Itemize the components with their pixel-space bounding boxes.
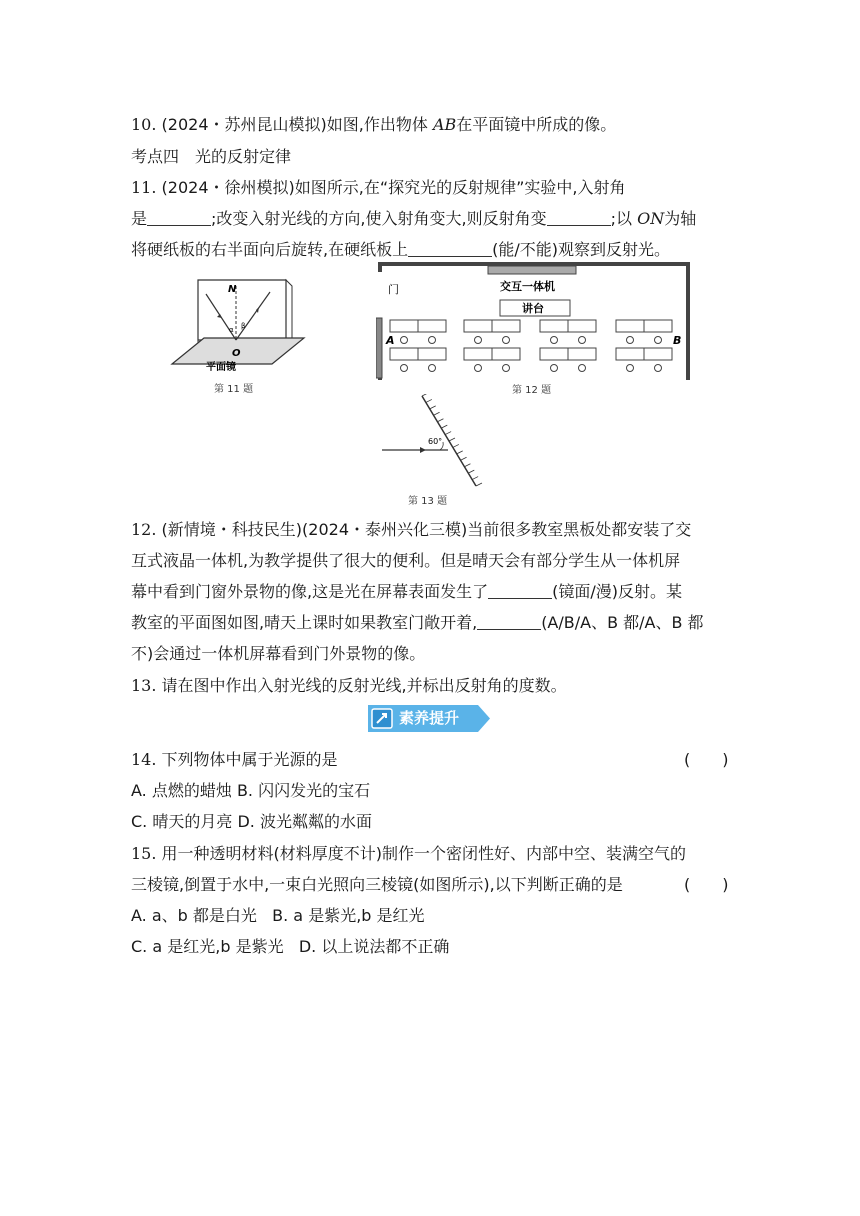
fig11-beta: β xyxy=(241,322,246,330)
fig11-alpha: α xyxy=(229,326,234,334)
q11-text-2b: ;改变入射光线的方向,使入射角变大,则反射角变 xyxy=(211,209,547,228)
q12-line-1 xyxy=(131,520,691,540)
desk xyxy=(492,348,520,360)
q12-blank-1[interactable] xyxy=(488,582,552,599)
desk xyxy=(616,320,644,332)
q14-options-row-2 xyxy=(131,812,372,832)
q15-answer-paren[interactable]: ( ) xyxy=(684,875,729,894)
q11-text-3a: 将硬纸板的右半面向后旋转,在硬纸板上 xyxy=(131,240,409,259)
fig12-podium: 讲台 xyxy=(522,302,544,315)
q14-option-b[interactable]: B. 闪闪发光的宝石 xyxy=(236,781,371,800)
desk xyxy=(418,348,446,360)
banner-title: 素养提升 xyxy=(399,709,460,727)
q12-line-4 xyxy=(131,613,704,633)
section-heading: 考点四 光的反射定律 xyxy=(131,147,292,166)
mirror-hatch xyxy=(464,464,470,467)
desk xyxy=(540,348,568,360)
fig12-b: B xyxy=(673,334,682,347)
q13-text: 请在图中作出入射光线的反射光线,并标出反射角的度数。 xyxy=(161,676,567,695)
q14-line xyxy=(131,750,338,770)
fig12-a: A xyxy=(386,334,395,347)
stool xyxy=(401,365,408,372)
q11-line-1 xyxy=(131,178,626,198)
q14-answer-paren[interactable]: ( ) xyxy=(684,750,729,769)
mirror-hatch xyxy=(476,483,482,486)
q10-line xyxy=(131,115,616,135)
q12-text-1: (新情境・科技民生)(2024・泰州兴化三模)当前很多教室黑板处都安装了交 xyxy=(161,520,692,539)
q11-blank-3[interactable] xyxy=(408,240,492,257)
q12-line-2: 互式液晶一体机,为教学提供了很大的便利。但是晴天会有部分学生从一体机屏 xyxy=(131,551,681,570)
mirror-hatch xyxy=(426,399,432,402)
q11-text-1: 如图所示,在“探究光的反射规律”实验中,入射角 xyxy=(294,178,626,197)
q10-text-2: 在平面镜中所成的像。 xyxy=(456,115,617,134)
stool xyxy=(503,337,510,344)
desk xyxy=(464,320,492,332)
q15-option-c[interactable]: C. a 是红光,b 是紫光 xyxy=(131,937,284,956)
stool xyxy=(429,365,436,372)
q11-number: 11. xyxy=(131,178,157,197)
q11-source: (2024・徐州模拟) xyxy=(161,178,295,197)
stool xyxy=(475,337,482,344)
figure-12 xyxy=(376,262,694,398)
mirror-hatch xyxy=(437,419,443,422)
q12-text-3a: 幕中看到门窗外景物的像,这是光在屏幕表面发生了 xyxy=(131,582,489,601)
desk xyxy=(390,320,418,332)
desk xyxy=(568,348,596,360)
q12-number: 12. xyxy=(131,520,157,539)
q11-line-3 xyxy=(131,240,670,260)
q10-text-1: 如图,作出物体 xyxy=(326,115,433,134)
mirror-hatch xyxy=(434,412,440,415)
q15-option-d[interactable]: D. 以上说法都不正确 xyxy=(298,937,450,956)
stool xyxy=(551,337,558,344)
figure-13 xyxy=(380,394,490,508)
q12-line-3 xyxy=(131,582,682,602)
mirror-hatch xyxy=(453,444,459,447)
fig12-door: 门 xyxy=(388,283,399,296)
q14-number: 14. xyxy=(131,750,157,769)
stool xyxy=(627,337,634,344)
fig11-n: N xyxy=(228,284,237,295)
mirror-hatch xyxy=(472,477,478,480)
desk xyxy=(418,320,446,332)
q11-blank-1[interactable] xyxy=(147,209,211,226)
mirror-hatch xyxy=(468,470,474,473)
q15-option-b[interactable]: B. a 是紫光,b 是红光 xyxy=(272,906,425,925)
desk xyxy=(492,320,520,332)
mirror-hatch xyxy=(449,438,455,441)
q15-text-1: 用一种透明材料(材料厚度不计)制作一个密闭性好、内部中空、装满空气的 xyxy=(161,844,687,863)
q15-line-1 xyxy=(131,844,686,864)
fig11-o: O xyxy=(232,348,241,359)
desk xyxy=(644,320,672,332)
q15-line-2: 三棱镜,倒置于水中,一束白光照向三棱镜(如图所示),以下判断正确的是 xyxy=(131,875,623,894)
q13-line xyxy=(131,676,567,696)
q11-on: ON xyxy=(637,209,665,228)
desk xyxy=(644,348,672,360)
stool xyxy=(579,337,586,344)
q11-blank-2[interactable] xyxy=(547,209,611,226)
stool xyxy=(503,365,510,372)
q15-number: 15. xyxy=(131,844,157,863)
q12-blank-2[interactable] xyxy=(477,613,541,630)
stool xyxy=(579,365,586,372)
mirror-hatch xyxy=(422,394,428,396)
q12-text-4a: 教室的平面图如图,晴天上课时如果教室门敞开着, xyxy=(131,613,478,632)
fig11-mirror-label: 平面镜 xyxy=(206,362,236,373)
stool xyxy=(627,365,634,372)
stool xyxy=(475,365,482,372)
q11-text-2d: 为轴 xyxy=(664,209,697,228)
fig12-caption: 第 12 题 xyxy=(512,385,552,396)
q10-number: 10. xyxy=(131,115,157,134)
q11-text-3b: (能/不能)观察到反射光。 xyxy=(492,240,670,259)
fig11-caption: 第 11 题 xyxy=(214,384,254,395)
q15-option-a[interactable]: A. a、b 都是白光 xyxy=(131,906,257,925)
stool xyxy=(655,365,662,372)
mirror-hatch xyxy=(445,432,451,435)
desk xyxy=(568,320,596,332)
wall-segment xyxy=(376,318,382,378)
q10-ab: AB xyxy=(432,115,457,134)
fig13-angle: 60° xyxy=(428,437,443,446)
q14-option-d[interactable]: D. 波光粼粼的水面 xyxy=(237,812,372,831)
q14-option-a[interactable]: A. 点燃的蜡烛 xyxy=(131,781,232,800)
q14-options-row-1 xyxy=(131,781,370,801)
q12-text-4b: (A/B/A、B 都/A、B 都 xyxy=(541,613,704,632)
q15-options-row-1 xyxy=(131,906,425,926)
q14-text: 下列物体中属于光源的是 xyxy=(161,750,338,769)
desk xyxy=(616,348,644,360)
q10-source: (2024・苏州昆山模拟) xyxy=(161,115,327,134)
desk xyxy=(464,348,492,360)
fig13-caption: 第 13 题 xyxy=(408,496,448,507)
mirror-hatch xyxy=(461,457,467,460)
mirror-hatch xyxy=(457,451,463,454)
q11-text-2c: ;以 xyxy=(610,209,638,228)
q11-line-2 xyxy=(131,209,696,229)
stool xyxy=(429,337,436,344)
mirror-hatch xyxy=(430,406,436,409)
mirror-hatch xyxy=(441,425,447,428)
desk xyxy=(540,320,568,332)
q12-text-3b: (镜面/漫)反射。某 xyxy=(552,582,682,601)
q15-options-row-2 xyxy=(131,937,449,957)
stool xyxy=(551,365,558,372)
desk xyxy=(390,348,418,360)
fig12-board: 交互一体机 xyxy=(500,280,555,293)
stool xyxy=(655,337,662,344)
stool xyxy=(401,337,408,344)
figure-11 xyxy=(168,276,308,398)
q13-number: 13. xyxy=(131,676,157,695)
q11-text-2a: 是 xyxy=(131,209,148,228)
q14-option-c[interactable]: C. 晴天的月亮 xyxy=(131,812,233,831)
q12-line-5: 不)会通过一体机屏幕看到门外景物的像。 xyxy=(131,644,426,663)
